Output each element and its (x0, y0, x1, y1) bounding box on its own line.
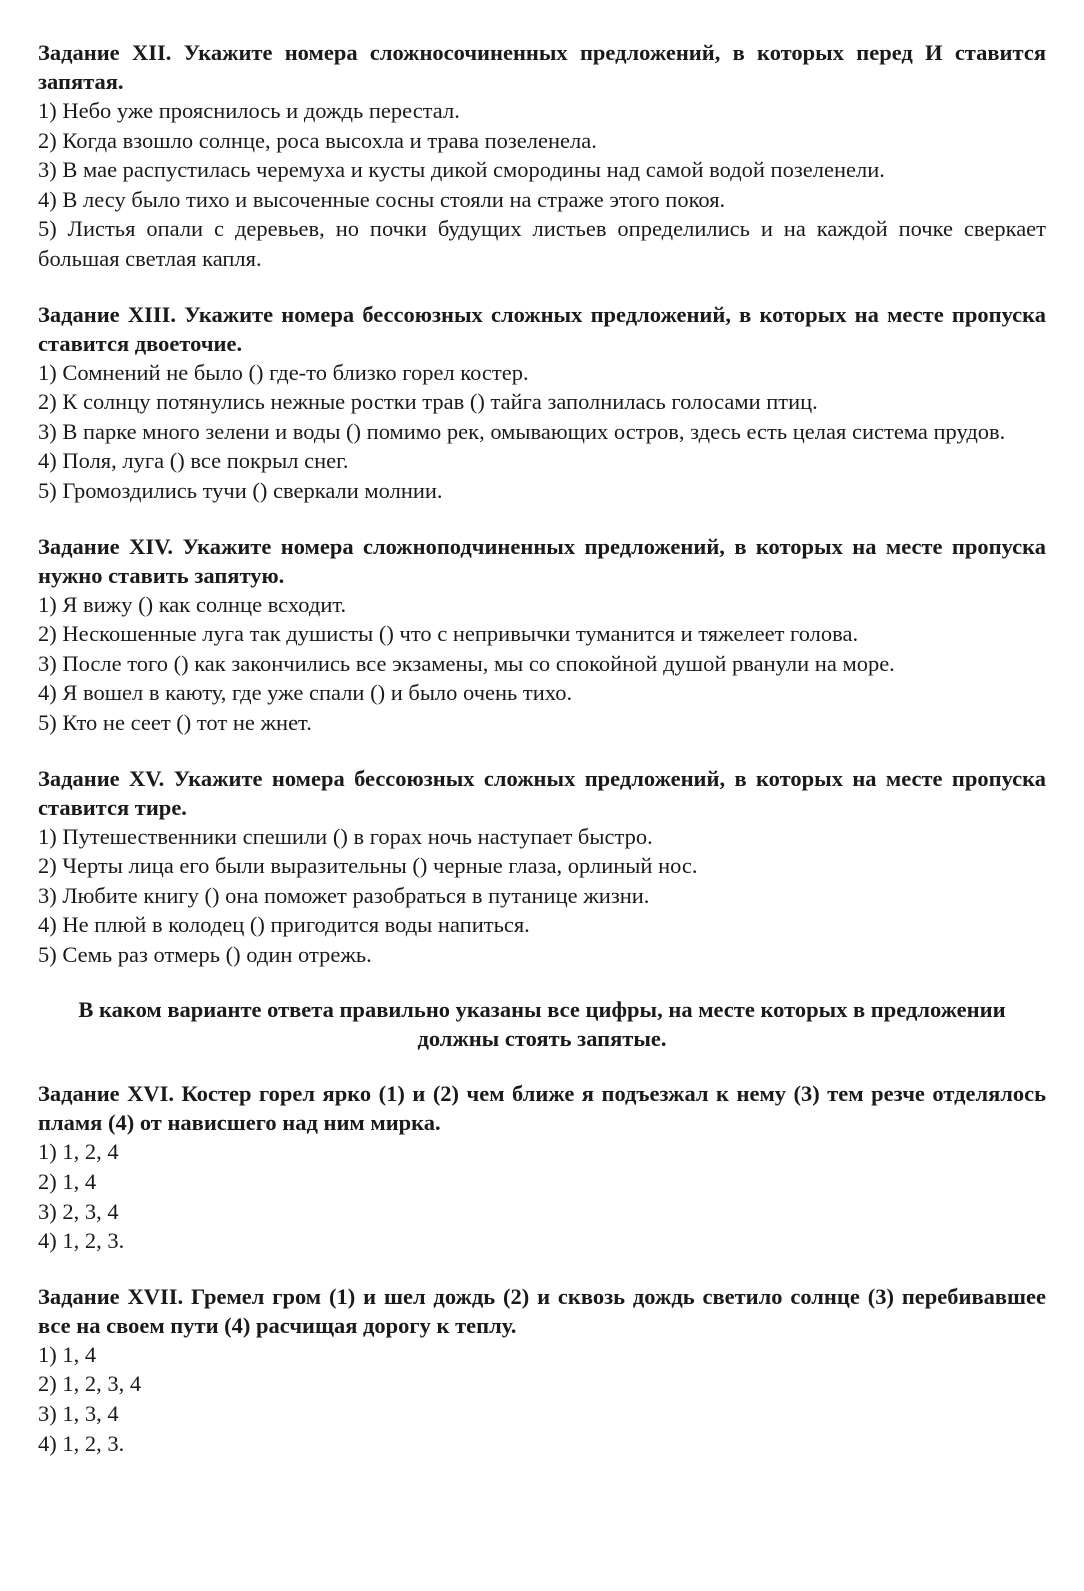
task-15 (38, 764, 1046, 970)
answer-option: 2) К солнцу потянулись нежные ростки трав () тайга заполнилась голосами птиц. (38, 389, 818, 415)
answer-option: 4) Не плюй в колодец () пригодится воды напиться. (38, 912, 530, 938)
answer-option: 2) 1, 4 (38, 1169, 97, 1195)
task-title: Задание XV. Укажите номера бессоюзных сложных предложений, в которых на месте пропуска ставится тире. (38, 765, 1046, 820)
task-title: Задание XII. Укажите номера сложносочиненных предложений, в которых перед И ставится запятая. (38, 40, 1046, 94)
task-title: Задание XVII. Гремел гром (1) и шел дождь (2) и сквозь дождь светило солнце (3) перебивавшее все на своем пути (4) расчищая дорогу к теплу. (38, 1283, 1046, 1338)
answer-option: 5) Листья опали с деревьев, но почки будущих листьев определились и на каждой почке сверкает большая светлая капля. (38, 216, 1046, 271)
answer-option: 3) 1, 3, 4 (38, 1401, 119, 1427)
task-13 (38, 300, 1046, 506)
answer-option: 1) 1, 4 (38, 1341, 97, 1367)
answer-option: 3) Любите книгу () она поможет разобраться в путанице жизни. (38, 882, 650, 908)
answer-option: 1) Сомнений не было () где-то близко горел костер. (38, 359, 529, 385)
answer-option: 4) 1, 2, 3. (38, 1228, 125, 1254)
answer-option: 3) В парке много зелени и воды () помимо рек, омывающих остров, здесь есть целая система прудов. (38, 418, 1006, 444)
answer-option: 4) Поля, луга () все покрыл снег. (38, 448, 349, 474)
answer-option: 3) 2, 3, 4 (38, 1198, 119, 1224)
answer-option: 4) В лесу было тихо и высоченные сосны стояли на страже этого покоя. (38, 186, 726, 212)
answer-option: 5) Кто не сеет () тот не жнет. (38, 709, 312, 735)
answer-option: 3) После того () как закончились все экзамены, мы со спокойной душой рванули на море. (38, 650, 895, 676)
answer-option: 2) 1, 2, 3, 4 (38, 1371, 142, 1397)
document-page (38, 38, 1046, 1484)
answer-option: 3) В мае распустилась черемуха и кусты дикой смородины над самой водой позеленели. (38, 157, 885, 183)
task-title: Задание XIV. Укажите номера сложноподчиненных предложений, в которых на месте пропуска нужно ставить запятую. (38, 533, 1046, 588)
answer-option: 1) 1, 2, 4 (38, 1139, 119, 1165)
answer-option: 4) Я вошел в каюту, где уже спали () и было очень тихо. (38, 680, 573, 706)
answer-option: 5) Семь раз отмерь () один отрежь. (38, 941, 372, 967)
task-17 (38, 1282, 1046, 1458)
answer-option: 2) Черты лица его были выразительны () черные глаза, орлиный нос. (38, 853, 698, 879)
task-12 (38, 38, 1046, 274)
answer-option: 2) Нескошенные луга так душисты () что с непривычки туманится и тяжелеет голова. (38, 621, 859, 647)
answer-option: 1) Я вижу () как солнце всходит. (38, 591, 347, 617)
task-14 (38, 532, 1046, 738)
answer-option: 1) Небо уже прояснилось и дождь перестал. (38, 98, 460, 123)
answer-option: 5) Громоздились тучи () сверкали молнии. (38, 477, 443, 503)
answer-option: 4) 1, 2, 3. (38, 1430, 125, 1456)
task-title: Задание XIII. Укажите номера бессоюзных сложных предложений, в которых на месте пропуска ставится двоеточие. (38, 301, 1046, 356)
section-heading: В каком варианте ответа правильно указаны все цифры, на месте которых в предложении должны стоять запятые. (78, 997, 1006, 1052)
answer-option: 1) Путешественники спешили () в горах ночь наступает быстро. (38, 823, 653, 849)
answer-option: 2) Когда взошло солнце, роса высохла и трава позеленела. (38, 127, 597, 153)
task-16 (38, 1079, 1046, 1255)
task-title: Задание XVI. Костер горел ярко (1) и (2) чем ближе я подъезжал к нему (3) тем резче отделялось пламя (4) от нависшего над ним мирка. (38, 1081, 1046, 1136)
